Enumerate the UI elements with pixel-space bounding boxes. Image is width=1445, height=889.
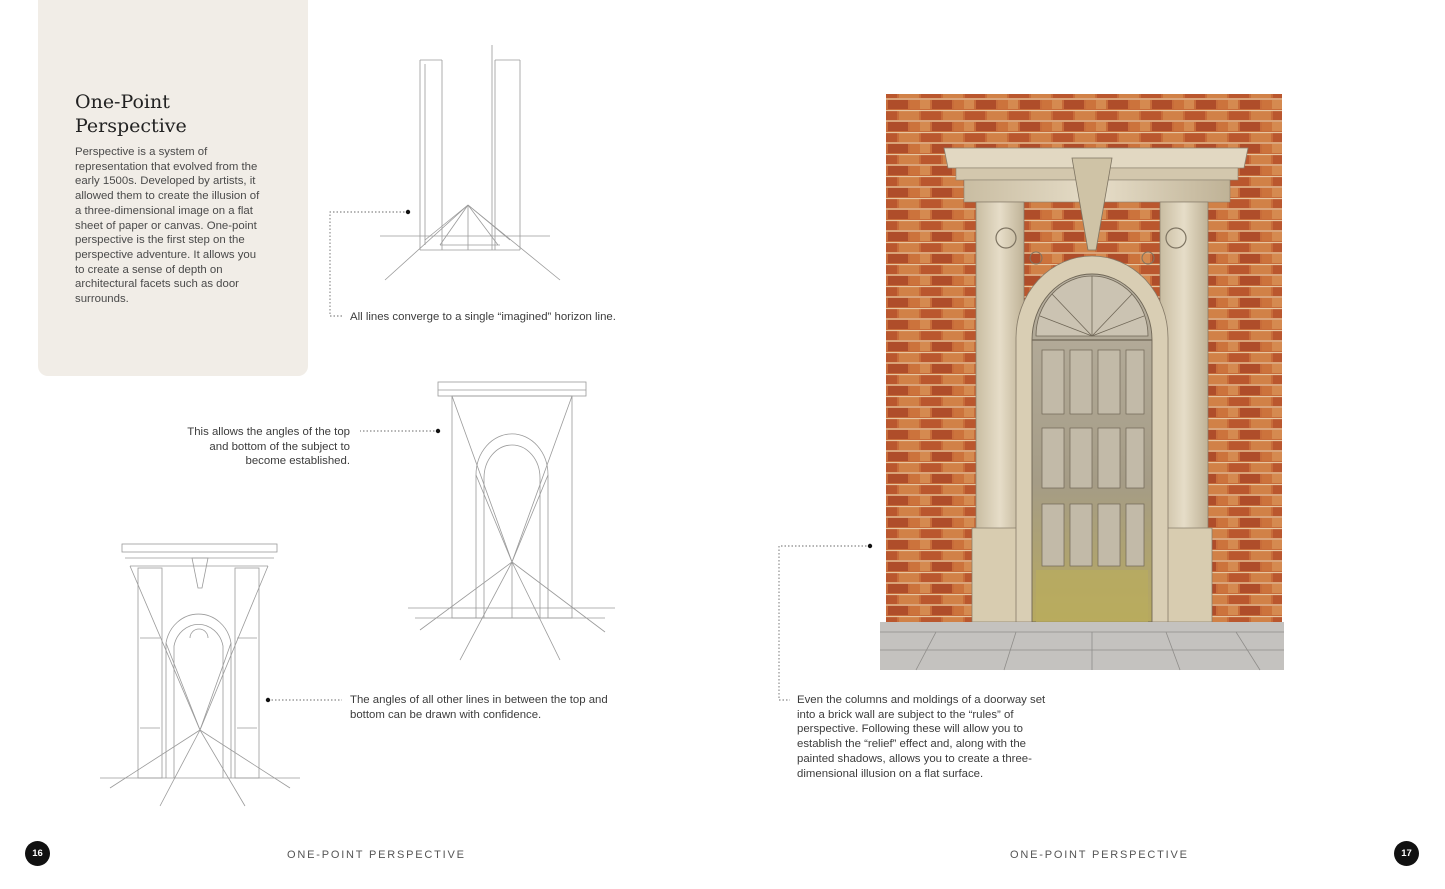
caption-converge: All lines converge to a single “imagined” horizon line. bbox=[350, 311, 616, 323]
sketch-arched-doorway bbox=[400, 370, 620, 670]
watercolor-doorway-painting bbox=[876, 88, 1286, 673]
caption-confidence: The angles of all other lines in between the top and bottom can be drawn with confidence. bbox=[350, 694, 608, 721]
page-number-left: 16 bbox=[25, 841, 50, 866]
caption-angles: This allows the angles of the top and bottom of the subject to become established. bbox=[187, 426, 350, 468]
page-title: One-Point Perspective bbox=[75, 91, 187, 137]
running-head-right: ONE-POINT PERSPECTIVE bbox=[1010, 849, 1189, 861]
sketch-door-surround bbox=[70, 538, 310, 808]
sketch-converging-columns bbox=[380, 40, 580, 290]
page-number-right: 17 bbox=[1394, 841, 1419, 866]
running-head-left: ONE-POINT PERSPECTIVE bbox=[287, 849, 466, 861]
caption-doorway: Even the columns and moldings of a doorway set into a brick wall are subject to the “rules” of perspective. Following these will allow you to establish the “relief” effect and, along with the painted shadows, allows you to create a three-dimensional illusion on a flat surface. bbox=[797, 694, 1046, 780]
intro-paragraph: Perspective is a system of representation that evolved from the early 1500s. Developed by artists, it allowed them to create the illusion of a three-dimensional image on a flat sheet of paper or canvas. One-point perspective is the first step on the perspective adventure. It allows you to create a sense of depth on architectural facets such as door surrounds. bbox=[75, 146, 260, 306]
